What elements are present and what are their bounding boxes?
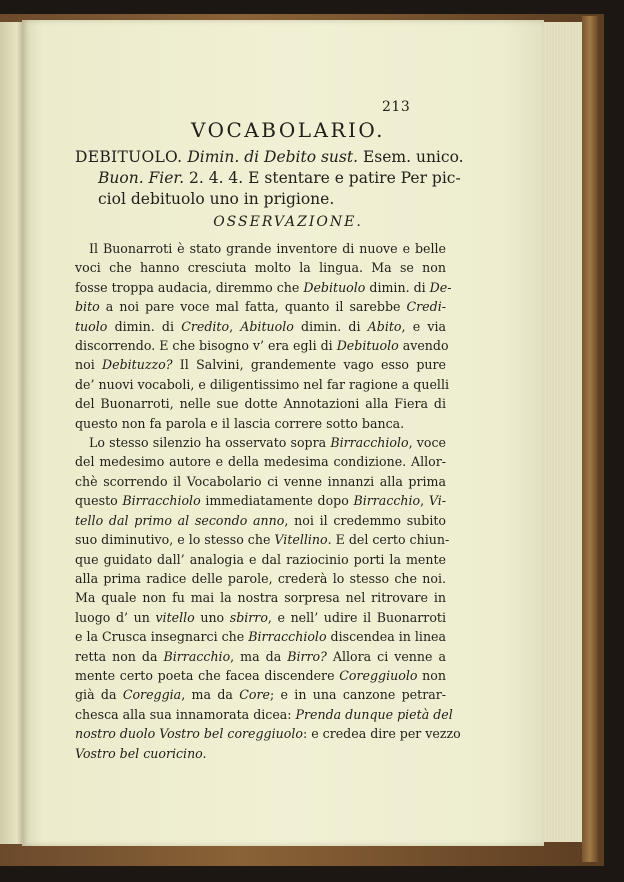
body-text: [75, 239, 461, 763]
text-line: [75, 588, 446, 607]
page-text: [22, 20, 544, 846]
running-head: VOCABOLARIO.: [191, 118, 385, 142]
entry-source: Buon. Fier.: [98, 169, 185, 187]
text-line: [75, 433, 446, 452]
text-line: [75, 355, 446, 374]
italic-text: Prenda dunque pietà del: [295, 706, 453, 722]
italic-text: Vostro bel cuoricino.: [75, 745, 207, 761]
text-line: [75, 239, 446, 258]
text-run: Il Buonarroti è stato grande inventore di nuove e belle: [89, 241, 446, 256]
italic-text: Abituolo: [240, 318, 294, 334]
text-run: Ma quale non fu mai la nostra sorpresa nel ritrovare in: [75, 590, 446, 606]
italic-text: tello dal primo al secondo anno: [75, 512, 285, 528]
italic-text: De-: [429, 279, 452, 295]
text-run: suo diminutivo, e lo stesso che: [75, 532, 275, 548]
text-line: [75, 608, 446, 627]
text-run: avendo: [398, 338, 449, 354]
text-line: [75, 685, 446, 704]
entry-headword: DEBITUOLO.: [75, 148, 183, 166]
text-run: questo non fa parola e il lascia correre sotto banca.: [75, 415, 405, 431]
italic-text: vitello: [155, 609, 195, 625]
page-edges: [544, 22, 582, 842]
text-run: del medesimo autore e della medesima condizione. Allor-: [75, 454, 446, 470]
italic-text: Abito: [367, 318, 402, 334]
text-line: [75, 647, 446, 666]
italic-text: Credito: [181, 318, 230, 334]
italic-text: Vi-: [428, 493, 446, 509]
section-heading: OSSERVAZIONE.: [213, 214, 363, 230]
text-run: , ma da: [230, 648, 288, 664]
italic-text: Debituolo: [303, 279, 366, 295]
italic-text: Coreggia: [122, 687, 182, 703]
text-run: , e nell’ udire il Buonarroti: [267, 609, 446, 625]
text-line: [75, 627, 446, 646]
cover-edge: [582, 16, 598, 862]
text-run: immediatamente dopo: [200, 493, 354, 509]
text-line: [75, 511, 446, 530]
text-run: già da: [75, 687, 123, 703]
text-line: [75, 491, 446, 510]
dictionary-entry: [75, 147, 464, 210]
text-run: voci che hanno cresciuta molto la lingua. Ma se non: [75, 260, 446, 276]
text-line: [75, 375, 450, 394]
paragraph: [75, 239, 452, 433]
italic-text: Birracchiolo: [248, 629, 327, 645]
text-run: , noi il credemmo subito: [284, 512, 446, 528]
italic-text: Credi-: [406, 299, 446, 315]
text-run: e la Crusca insegnarci che: [75, 629, 249, 645]
text-line: [75, 336, 449, 355]
text-run: que guidato dall’ analogia e dal raziocinio porti la mente: [75, 551, 446, 567]
text-run: chè scorrendo il Vocabolario ci venne innanzi alla prima: [75, 473, 446, 489]
text-run: chesca alla sua innamorata dicea:: [75, 706, 296, 722]
text-run: uno: [194, 609, 230, 625]
text-run: ,: [420, 493, 429, 509]
text-line: [75, 297, 446, 316]
text-run: retta non da: [75, 648, 164, 664]
entry-definition: Dimin. di Debito sust.: [187, 148, 359, 166]
text-run: dimin. di: [107, 318, 182, 334]
italic-text: Coreggiuolo: [339, 667, 418, 683]
text-run: : e credea dire per vezzo: [302, 726, 461, 742]
previous-page-edge: [0, 22, 24, 844]
italic-text: nostro duolo Vostro bel coreggiuolo: [75, 726, 303, 742]
italic-text: sbirro: [229, 609, 268, 625]
entry-line-3: ciol debituolo uno in prigione.: [98, 190, 335, 208]
text-line: [75, 724, 461, 743]
text-run: dimin. di: [293, 318, 368, 334]
italic-text: Birracchiolo: [330, 435, 409, 451]
text-run: dimin. di: [365, 279, 430, 295]
text-run: , voce: [408, 435, 446, 451]
paragraph: [75, 433, 461, 763]
text-line: [75, 472, 446, 491]
text-run: del Buonarroti, nelle sue dotte Annotazioni alla Fiera di: [75, 396, 446, 412]
italic-text: Core: [239, 687, 270, 703]
text-run: alla prima radice delle parole, crederà lo stesso che noi.: [75, 570, 446, 586]
italic-text: Birracchio: [353, 493, 421, 509]
text-run: de’ nuovi vocaboli, e diligentissimo nel far ragione a quelli: [75, 376, 450, 392]
italic-text: Birracchio: [163, 648, 231, 664]
italic-text: Birro?: [287, 648, 327, 664]
text-run: ; e in una canzone petrar-: [269, 687, 446, 703]
book-page: [22, 20, 544, 846]
italic-text: Debituzzo?: [102, 357, 173, 373]
entry-line-1: [75, 147, 464, 168]
text-run: fosse troppa audacia, diremmo che: [75, 279, 304, 295]
entry-citation: 2. 4. 4. E stentare e patire Per pic-: [189, 169, 461, 187]
text-line: [75, 258, 446, 277]
text-run: a noi pare voce mal fatta, quanto il sarebbe: [99, 299, 407, 315]
text-run: , e via: [401, 318, 446, 334]
text-run: questo: [75, 493, 123, 509]
text-run: Allora ci venne a: [326, 648, 446, 664]
page-number: 213: [382, 99, 411, 115]
text-run: , ma da: [181, 687, 240, 703]
text-run: luogo d’ un: [75, 609, 156, 625]
text-line: [75, 394, 446, 413]
text-run: non: [417, 667, 446, 683]
text-run: Il Salvini, grandemente vago esso pure: [172, 357, 446, 373]
entry-line-2: [75, 168, 461, 189]
text-line: [75, 317, 446, 336]
text-line: [75, 550, 446, 569]
italic-text: bito: [75, 299, 100, 315]
text-line: [75, 452, 446, 471]
italic-text: Debituolo: [336, 338, 399, 354]
text-run: noi: [75, 357, 103, 373]
text-run: discendea in linea: [326, 629, 447, 645]
text-run: discorrendo. E che bisogno v’ era egli di: [75, 338, 337, 354]
text-line: [75, 744, 446, 763]
italic-text: Birracchiolo: [122, 493, 201, 509]
text-run: mente certo poeta che facea discendere: [75, 667, 340, 683]
italic-text: tuolo: [75, 318, 108, 334]
text-line: [75, 705, 453, 724]
text-run: . E del certo chiun-: [327, 532, 450, 548]
text-line: [75, 278, 452, 297]
text-run: ,: [229, 318, 241, 334]
text-line: [75, 530, 450, 549]
italic-text: Vitellino: [274, 532, 328, 548]
entry-example-note: Esem. unico.: [362, 148, 464, 166]
text-line: [75, 666, 446, 685]
text-line: [75, 414, 446, 433]
text-run: Lo stesso silenzio ha osservato sopra: [89, 435, 331, 451]
text-line: [75, 569, 446, 588]
